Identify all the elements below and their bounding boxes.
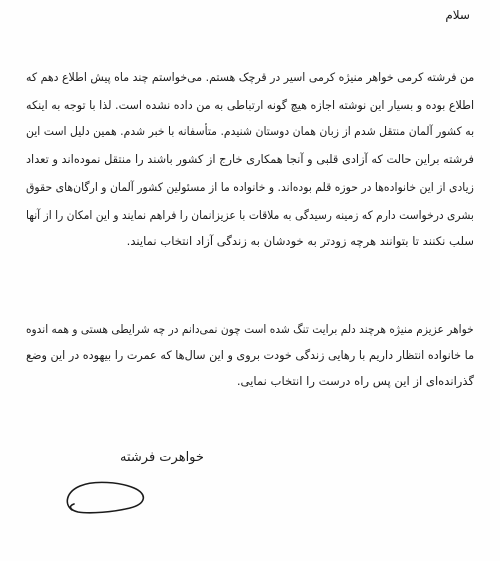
letter-line: سلب نکنند تا بتوانند هرچه زودتر به خودشان به زندگی آزاد انتخاب نمایند. [126,234,474,248]
letter-line: فرشته براین حالت که آزادی قلبی و آنجا همکاری خارج از کشور باشند را منتقل نموده‌اند و تعداد [26,152,474,166]
handwritten-signature [60,470,180,530]
letter-line: من فرشته کرمی خواهر منیژه کرمی اسیر در قرچک هستم. می‌خواستم چند ماه پیش اطلاع دهم که [25,70,474,84]
letter-line: بشری درخواست دارم که زمینه رسیدگی به ملاقات با عزیزانمان را فراهم نمایند و این امکان را از آنها [26,208,474,222]
letter-line: گذرانده‌ای از این پس راه درست را انتخاب نمایی. [236,374,474,388]
letter-line: خواهر عزیزم منیژه هرچند دلم برایت تنگ شده است چون نمی‌دانم در چه شرایطی هستی و همه اندوه [26,322,474,336]
greeting: سلام [445,8,470,22]
letter-line: اطلاع بوده و بسیار این نوشته اجازه هیچ گونه ارتباطی به من داده نشده است. لذا با توجه به اینکه [25,98,474,112]
letter-line: ما خانواده انتظار داریم با رهایی زندگی خودت بروی و این سال‌ها که عمرت را بیهوده در این وضع [25,348,474,362]
letter-line: به کشور آلمان منتقل شدم از زبان همان دوستان شنیدم. متأسفانه با خبر شدم. همین دلیل است این [25,124,474,138]
closing-text: خواهرت فرشته [120,450,204,465]
letter-line: زیادی از این خانواده‌ها در حوزه قلم بوده‌اند. و خانواده ما از مسئولین کشور آلمان و ارگان‌های حقوق [26,180,474,194]
